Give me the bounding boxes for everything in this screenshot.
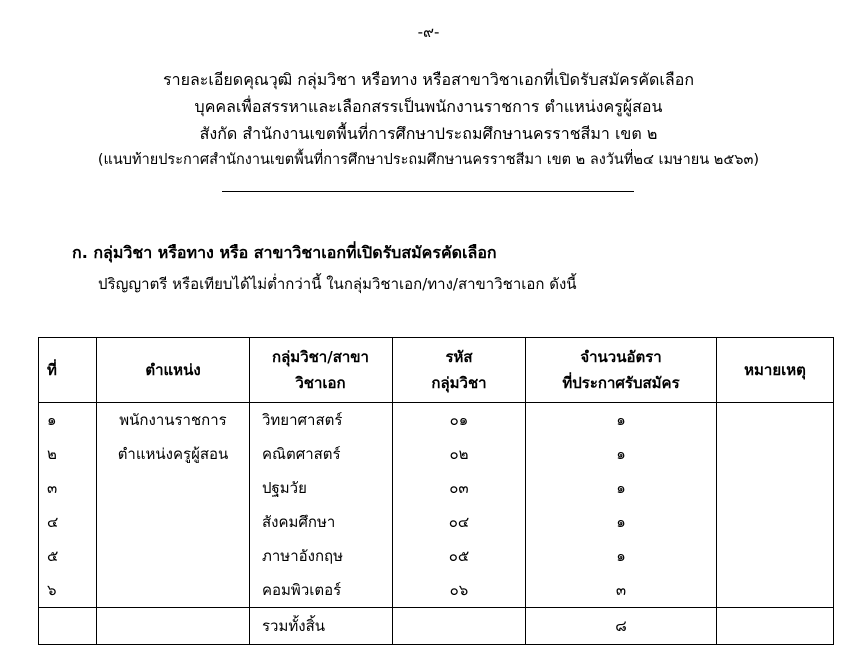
row-subject: วิทยาศาสตร์ xyxy=(250,403,393,438)
row-no: ๓ xyxy=(39,471,97,505)
row-no: ๔ xyxy=(39,505,97,539)
row-code: ๐๖ xyxy=(393,573,526,608)
row-code: ๐๑ xyxy=(393,403,526,438)
row-no: ๕ xyxy=(39,539,97,573)
row-note xyxy=(717,505,834,539)
row-subject: คอมพิวเตอร์ xyxy=(250,573,393,608)
header-count xyxy=(526,338,717,403)
total-position-cell xyxy=(97,608,250,645)
total-label: รวมทั้งสิ้น xyxy=(250,608,393,645)
row-position xyxy=(97,573,250,608)
row-code: ๐๕ xyxy=(393,539,526,573)
row-count: ๑ xyxy=(526,505,717,539)
section-title: ก. กลุ่มวิชา หรือทาง หรือ สาขาวิชาเอกที่เปิดรับสมัครคัดเลือก xyxy=(72,243,497,262)
row-position xyxy=(97,505,250,539)
row-code: ๐๓ xyxy=(393,471,526,505)
row-no: ๖ xyxy=(39,573,97,608)
total-note-cell xyxy=(717,608,834,645)
row-no: ๒ xyxy=(39,437,97,471)
header-code xyxy=(393,338,526,403)
table-header-row xyxy=(39,338,834,403)
header-position: ตำแหน่ง xyxy=(97,338,250,403)
header-line-4: (แนบท้ายประกาศสำนักงานเขตพื้นที่การศึกษาประถมศึกษานครราชสีมา เขต ๒ ลงวันที่๒๔ เมษายน ๒๕๖๓) xyxy=(97,152,760,168)
row-count: ๓ xyxy=(526,573,717,608)
table-row xyxy=(39,539,834,573)
row-subject: ปฐมวัย xyxy=(250,471,393,505)
row-note xyxy=(717,403,834,438)
document-header xyxy=(0,66,857,174)
header-note: หมายเหตุ xyxy=(717,338,834,403)
table-row xyxy=(39,403,834,438)
total-no-cell xyxy=(39,608,97,645)
row-position xyxy=(97,471,250,505)
row-count: ๑ xyxy=(526,403,717,438)
table-row xyxy=(39,471,834,505)
subject-table xyxy=(38,337,834,645)
row-count: ๑ xyxy=(526,471,717,505)
header-line-2: บุคคลเพื่อสรรหาและเลือกสรรเป็นพนักงานราชการ ตำแหน่งครูผู้สอน xyxy=(194,97,663,116)
row-count: ๑ xyxy=(526,437,717,471)
header-code-line-1: รหัส xyxy=(445,348,473,366)
header-no: ที่ xyxy=(39,338,97,403)
row-no: ๑ xyxy=(39,403,97,438)
header-divider xyxy=(222,191,634,192)
row-position xyxy=(97,539,250,573)
header-count-line-1: จำนวนอัตรา xyxy=(580,348,662,366)
row-note xyxy=(717,471,834,505)
row-code: ๐๔ xyxy=(393,505,526,539)
row-note xyxy=(717,573,834,608)
header-line-3: สังกัด สำนักงานเขตพื้นที่การศึกษาประถมศึกษานครราชสีมา เขต ๒ xyxy=(199,124,658,143)
row-subject: ภาษาอังกฤษ xyxy=(250,539,393,573)
row-note xyxy=(717,539,834,573)
page-number: -๙- xyxy=(417,23,440,41)
total-code-cell xyxy=(393,608,526,645)
total-count: ๘ xyxy=(526,608,717,645)
table-row xyxy=(39,437,834,471)
table-row xyxy=(39,573,834,608)
row-position: พนักงานราชการ xyxy=(97,403,250,438)
header-code-line-2: กลุ่มวิชา xyxy=(431,374,487,392)
section-subtitle: ปริญญาตรี หรือเทียบได้ไม่ต่ำกว่านี้ ในกลุ่มวิชาเอก/ทาง/สาขาวิชาเอก ดังนี้ xyxy=(98,275,577,293)
table-row xyxy=(39,505,834,539)
row-code: ๐๒ xyxy=(393,437,526,471)
header-subject xyxy=(250,338,393,403)
row-count: ๑ xyxy=(526,539,717,573)
row-subject: คณิตศาสตร์ xyxy=(250,437,393,471)
row-note xyxy=(717,437,834,471)
table-total-row xyxy=(39,608,834,645)
header-count-line-2: ที่ประกาศรับสมัคร xyxy=(562,374,680,392)
header-line-1: รายละเอียดคุณวุฒิ กลุ่มวิชา หรือทาง หรือสาขาวิชาเอกที่เปิดรับสมัครคัดเลือก xyxy=(163,70,694,89)
row-position: ตำแหน่งครูผู้สอน xyxy=(97,437,250,471)
row-subject: สังคมศึกษา xyxy=(250,505,393,539)
header-subject-line-2: วิชาเอก xyxy=(295,374,346,392)
header-subject-line-1: กลุ่มวิชา/สาขา xyxy=(272,348,369,366)
